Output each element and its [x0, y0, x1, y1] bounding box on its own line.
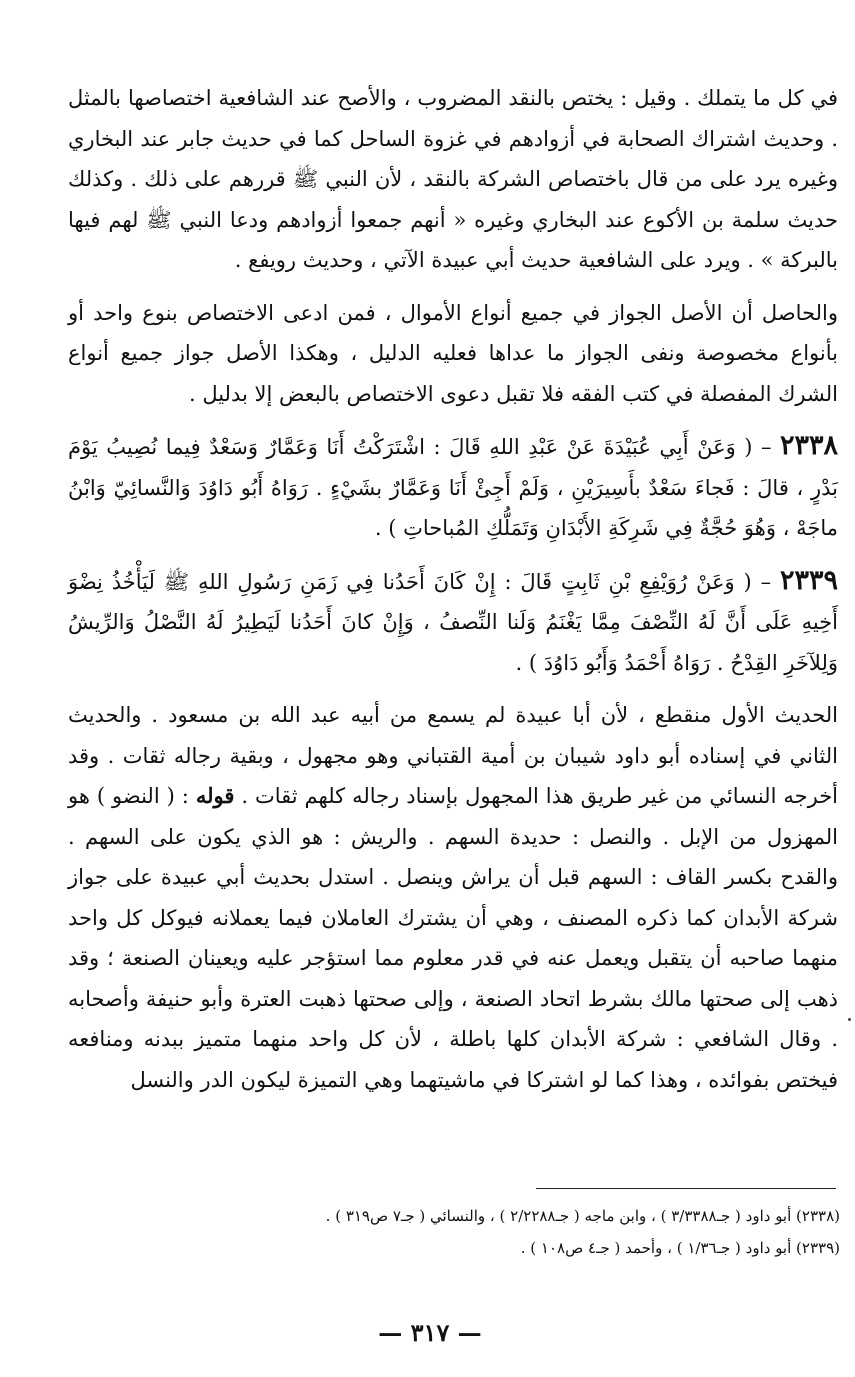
page-number: — ٣١٧ — — [378, 1318, 482, 1347]
hadith-text-2339: – ( وَعَنْ رُوَيْفِعِ بْنِ ثَابِتٍ قَالَ : إِنْ كَانَ أَحَدُنا فِي زَمَنِ رَسُولِ اللهِ ﷺ لَيَأْخُذُ نِضْوَ أَخِيهِ عَلَى أَنَّ لَهُ النِّصْفَ مِمَّا يَغْنَمُ وَلَنا النِّصفُ ، وَإِنْ كانَ أَحَدُنا لَيَطِيرُ لَهُ النَّصْلُ وَالرِّيشُ وَلِلآخَرِ القِدْحُ . رَوَاهُ أَحْمَدُ وَأَبُو دَاوُدَ ) . — [68, 569, 838, 675]
commentary-part-1: الحديث الأول منقطع ، لأن أبا عبيدة لم يسمع من أبيه عبد الله بن مسعود . والحديث الثاني في إسناده أبو داود شيبان بن أمية القتباني وهو مجهول ، وبقية رجاله ثقات . وقد أخرجه النسائي من غير طريق هذا المجهول بإسناد رجاله كلهم ثقات . — [68, 703, 839, 808]
footnote-divider — [536, 1188, 836, 1189]
hadith-2339 — [68, 561, 838, 684]
paragraph-1: في كل ما يتملك . وقيل : يختص بالنقد المضروب ، والأصح عند الشافعية اختصاصها بالمثل . وحديث اشتراك الصحابة في أزوادهم في غزوة الساحل كما في حديث جابر عند البخاري وغيره يرد على من قال باختصاص الشركة بالنقد ، لأن النبي ﷺ قررهم على ذلك . وكذلك حديث سلمة بن الأكوع عند البخاري وغيره « أنهم جمعوا أزوادهم ودعا النبي ﷺ لهم فيها بالبركة » . ويرد على الشافعية حديث أبي عبيدة الآتي ، وحديث رويفع . — [68, 86, 838, 272]
hadith-text-2338: – ( وَعَنْ أَبِي عُبَيْدَةَ عَنْ عَبْدِ اللهِ قَالَ : اشْتَرَكْتُ أَنَا وَعَمَّارٌ وَسَعْدٌ فِيما نُصِيبُ يَوْمَ بَدْرٍ ، قالَ : فَجاءَ سَعْدٌ بأَسِيرَيْنِ ، وَلَمْ أَجِئْ أَنَا وَعَمَّارٌ بشَيْءٍ . رَوَاهُ أَبُو دَاوُدَ وَالنَّسائِيّ وَابْنُ ماجَهْ ، وَهُوَ حُجَّةٌ فِي شَرِكَةِ الأَبْدَانِ وَتَمَلُّكِ المُباحاتِ ) . — [68, 435, 838, 540]
page-body — [68, 78, 838, 1100]
footnote-2339: (٢٣٣٩) أبو داود ( جـ١/٣٦ ) ، وأحمد ( جـ٤ ص١٠٨ ) . — [520, 1239, 840, 1257]
commentary-paragraph — [68, 695, 838, 1100]
commentary-part-2: : ( النضو ) هو المهزول من الإبل . والنصل : حديدة السهم . والريش : هو الذي يكون على السهم . والقدح بكسر القاف : السهم قبل أن يراش وينصل . استدل بحديث أبي عبيدة على جواز شركة الأبدان كما ذكره المصنف ، وهي أن يشترك العاملان فيما يعملانه فيوكل كل واحد منهما صاحبه أن يتقبل ويعمل عنه في قدر معلوم مما استؤجر عليه ويعينان الصنعة ؛ وقد ذهب إلى صحتها مالك بشرط اتحاد الصنعة ، وإلى صحتها ذهبت العترة وأبو حنيفة وأصحابه . وقال الشافعي : شركة الأبدان كلها باطلة ، لأن كل واحد منهما متميز ببدنه ومنافعه فيختص بفوائده ، وهذا كما لو اشتركا في ماشيتهما وهي التميزة ليكون الدر والنسل — [68, 784, 838, 1092]
hadith-2338 — [68, 426, 838, 549]
scan-speck — [848, 1018, 851, 1021]
footnotes — [200, 1200, 840, 1264]
paragraph-2: والحاصل أن الأصل الجواز في جميع أنواع الأموال ، فمن ادعى الاختصاص بنوع واحد أو بأنواع مخصوصة ونفى الجواز ما عداها فعليه الدليل ، وهكذا الأصل جواز جميع أنواع الشرك المفصلة في كتب الفقه فلا تقبل دعوى الاختصاص بالبعض إلا بدليل . — [68, 300, 838, 406]
hadith-number-2339: ٢٣٣٩ — [779, 564, 838, 596]
hadith-number-2338: ٢٣٣٨ — [779, 430, 838, 461]
footnote-2338: (٢٣٣٨) أبو داود ( جـ٣/٣٣٨٨ ) ، وابن ماجه ( جـ٢/٢٢٨٨ ) ، والنسائي ( جـ٧ ص٣١٩ ) . — [325, 1207, 840, 1225]
commentary-keyword: قوله — [195, 783, 235, 808]
